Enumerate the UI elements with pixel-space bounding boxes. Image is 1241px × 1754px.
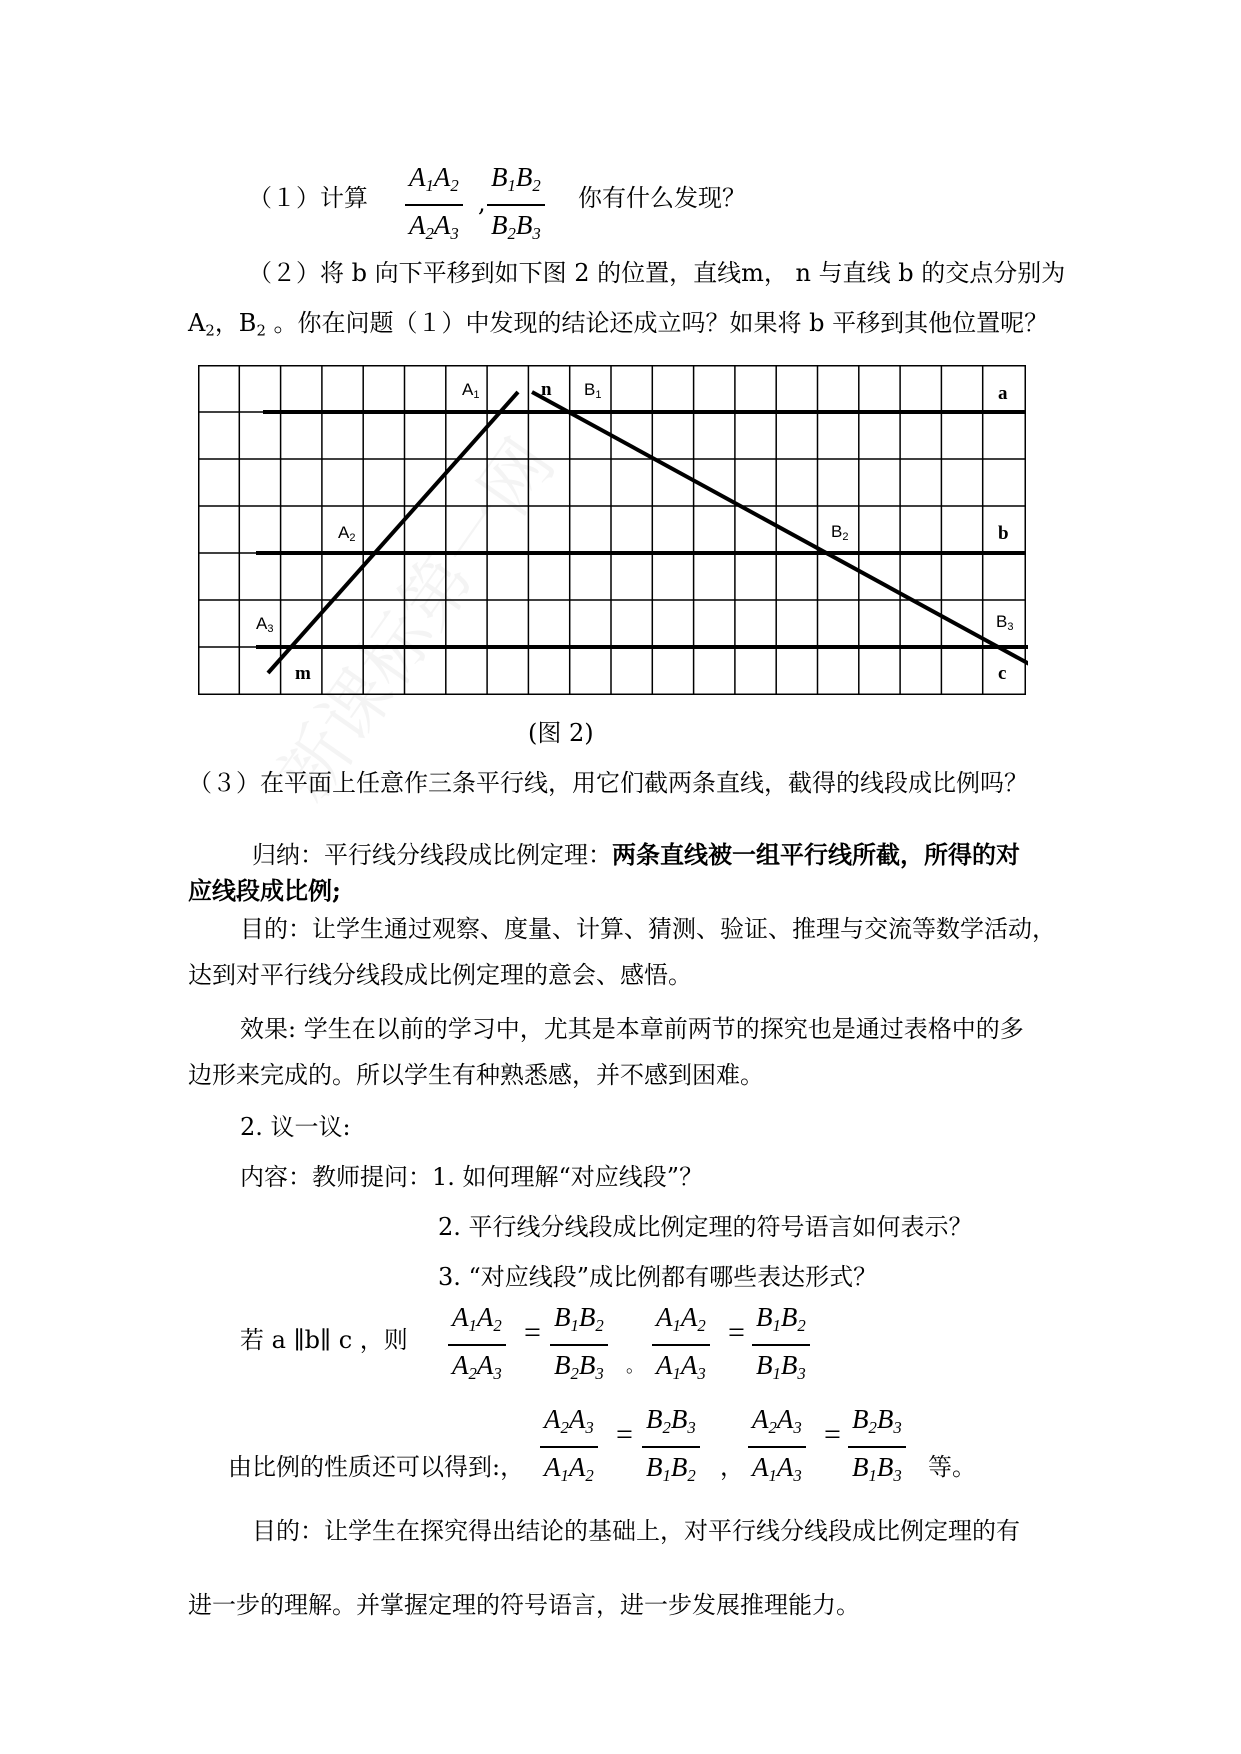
label-c: c xyxy=(998,663,1007,684)
q1-separator: , xyxy=(478,189,486,217)
section2-question-2: 2. 平行线分线段成比例定理的符号语言如何表示？ xyxy=(438,1213,973,1241)
formula1-frac-2: $\frac{B_1B_2}{B_2B_3}$ xyxy=(550,1302,608,1389)
formula1-dot: 。 xyxy=(626,1356,644,1377)
effect-line2: 边形来完成的。所以学生有种熟悉感，并不感到困难。 xyxy=(188,1061,764,1089)
label-n: n xyxy=(541,379,552,400)
q2-a-sub: 2 xyxy=(205,321,215,340)
formula1-frac-4: $\frac{B_1B_2}{B_1B_3}$ xyxy=(752,1302,810,1389)
purpose1-line1: 目的：让学生通过观察、度量、计算、猜测、验证、推理与交流等数学活动， xyxy=(240,915,1056,943)
formula2-frac-3: $\frac{A_2A_3}{A_1A_3}$ xyxy=(748,1404,806,1491)
summary-theorem-part2: 应线段成比例; xyxy=(188,876,341,905)
effect-line1: 效果: 学生在以前的学习中，尤其是本章前两节的探究也是通过表格中的多 xyxy=(240,1015,1024,1043)
q3-text: （３）在平面上任意作三条平行线，用它们截两条直线，截得的线段成比例吗？ xyxy=(188,769,1028,797)
label-m: m xyxy=(295,663,311,684)
section2-question-1: 1. 如何理解“对应线段”？ xyxy=(432,1163,704,1191)
purpose1-line2: 达到对平行线分线段成比例定理的意会、感悟。 xyxy=(188,961,692,989)
section2-title: 2. 议一议: xyxy=(240,1113,351,1141)
fraction-b1b2-over-b2b3: $\frac{B_1B_2}{B_2B_3}$ xyxy=(487,162,545,249)
summary-theorem-part1: 两条直线被一组平行线所截，所得的对 xyxy=(612,840,1020,869)
q2-line2-rest: 。你在问题（１）中发现的结论还成立吗？如果将 b 平移到其他位置呢？ xyxy=(265,309,1049,337)
q2-b-sub: 2 xyxy=(256,321,266,340)
q2-line2 xyxy=(188,308,1048,345)
section2-question-3: 3. “对应线段”成比例都有哪些表达形式？ xyxy=(438,1263,878,1291)
formula1-frac-1: $\frac{A_1A_2}{A_2A_3}$ xyxy=(448,1302,506,1389)
equals-sign: = xyxy=(616,1418,633,1451)
q1-suffix: 你有什么发现？ xyxy=(578,184,746,212)
figure-caption: (图 2) xyxy=(528,719,594,747)
line-m xyxy=(268,392,518,673)
label-b2: B2 xyxy=(831,522,849,543)
q2-a-label: A xyxy=(188,309,206,337)
label-b3: B3 xyxy=(996,612,1014,633)
label-a1: A1 xyxy=(462,380,480,401)
equals-sign: = xyxy=(728,1316,745,1349)
q2-b-label: ，B xyxy=(214,309,257,337)
formula2-comma: ， xyxy=(720,1453,744,1481)
line-n xyxy=(532,392,1028,677)
formula2-frac-4: $\frac{B_2B_3}{B_1B_3}$ xyxy=(848,1404,906,1491)
formula1-frac-3: $\frac{A_1A_2}{A_1A_3}$ xyxy=(652,1302,710,1389)
purpose2-line2: 进一步的理解。并掌握定理的符号语言，进一步发展推理能力。 xyxy=(188,1591,860,1619)
equals-sign: = xyxy=(524,1316,541,1349)
formula2-prefix: 由比例的性质还可以得到:， xyxy=(228,1453,525,1481)
summary-lead: 归纳：平行线分线段成比例定理： xyxy=(252,841,612,869)
formula2-frac-1: $\frac{A_2A_3}{A_1A_2}$ xyxy=(540,1404,598,1491)
figure-2-grid-diagram xyxy=(198,365,1028,697)
label-a2: A2 xyxy=(338,523,356,544)
fraction-a1a2-over-a2a3: $\frac{A_1A_2}{A_2A_3}$ xyxy=(405,162,463,249)
formula2-suffix: 等。 xyxy=(928,1453,976,1481)
label-b1: B1 xyxy=(584,380,602,401)
q1-prefix: （１）计算 xyxy=(248,184,368,212)
section2-content xyxy=(240,1162,703,1192)
formula1-prefix: 若 a ∥b∥ c ，则 xyxy=(240,1326,408,1354)
label-b: b xyxy=(998,523,1009,544)
q2-line1: （２）将 b 向下平移到如下图 2 的位置，直线m， n 与直线 b 的交点分别为 xyxy=(248,259,1066,287)
label-a3: A3 xyxy=(256,614,274,635)
label-a: a xyxy=(998,383,1008,404)
purpose2-line1: 目的：让学生在探究得出结论的基础上，对平行线分线段成比例定理的有 xyxy=(252,1517,1020,1545)
formula2-frac-2: $\frac{B_2B_3}{B_1B_2}$ xyxy=(642,1404,700,1491)
summary-line1 xyxy=(252,840,1020,870)
equals-sign: = xyxy=(824,1418,841,1451)
section2-content-label: 内容：教师提问： xyxy=(240,1163,432,1191)
